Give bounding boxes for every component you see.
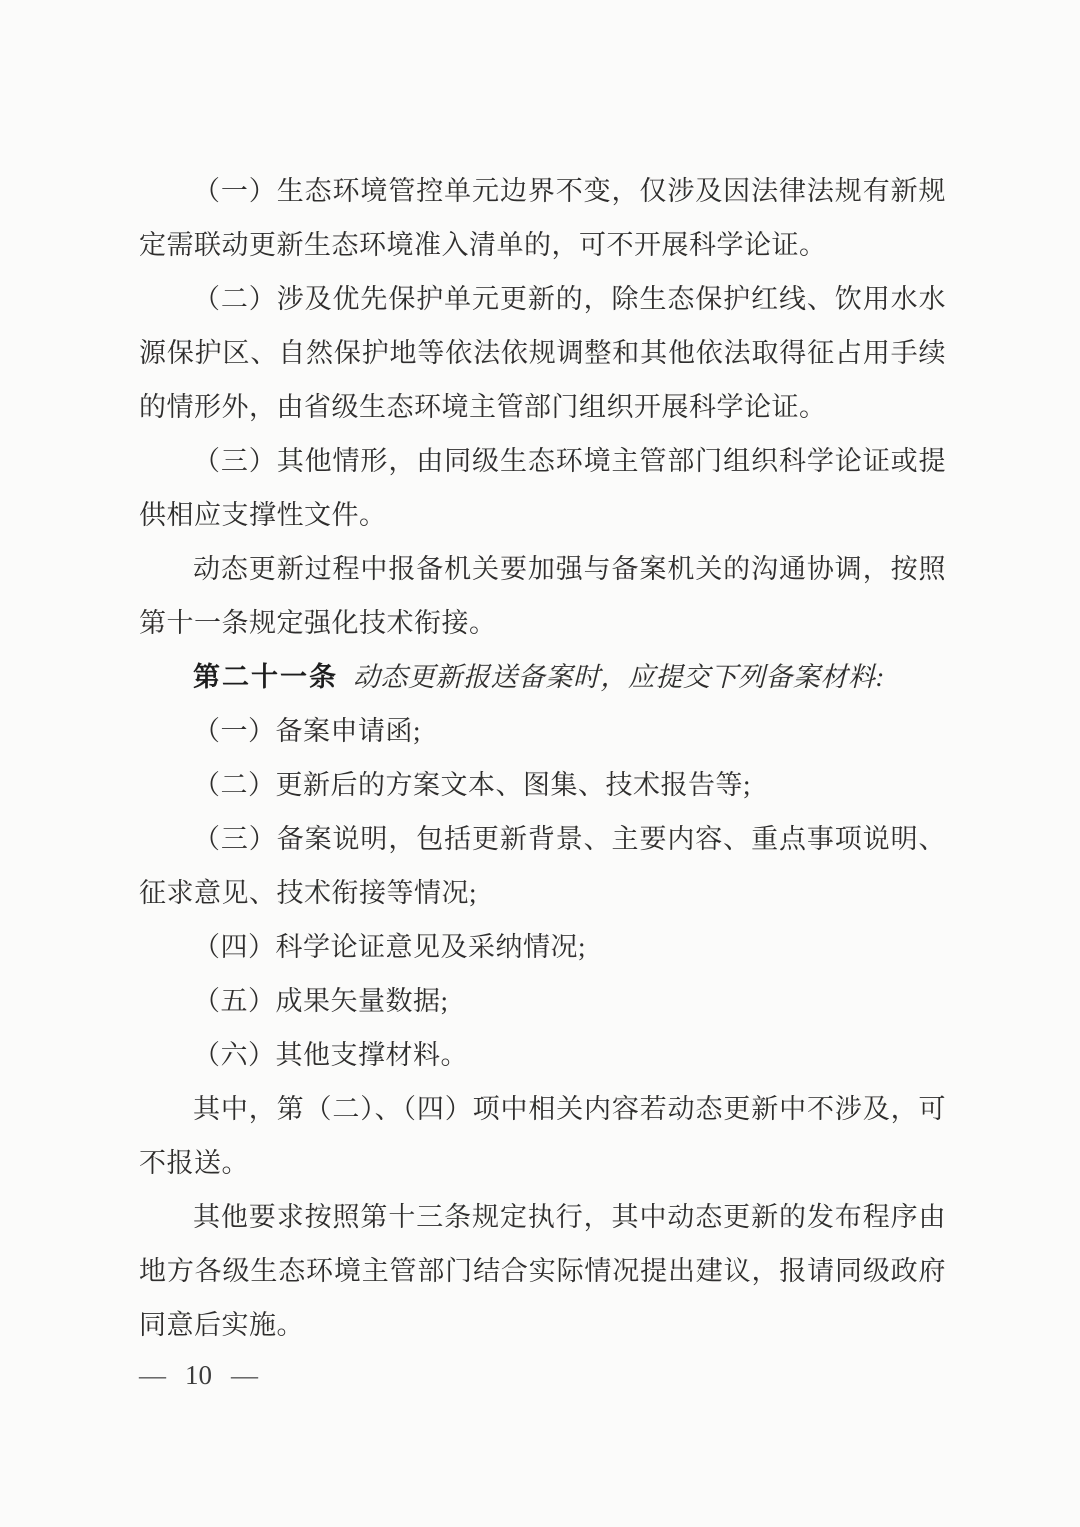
paragraph-material-1: （一）备案申请函; [193, 716, 422, 746]
article-21-lead-text: 动态更新报送备案时，应提交下列备案材料: [352, 662, 885, 692]
paragraph-dynamic-update-coordination: 动态更新过程中报备机关要加强与备案机关的沟通协调，按照第十一条规定强化技术衔接。 [139, 554, 946, 638]
paragraph-other-requirements: 其他要求按照第十三条规定执行，其中动态更新的发布程序由地方各级生态环境主管部门结合实际情况提出建议，报请同级政府同意后实施。 [139, 1202, 946, 1340]
paragraph-material-5: （五）成果矢量数据; [193, 986, 449, 1016]
paragraph-article-21 [139, 650, 946, 704]
paragraph-material-4: （四）科学论证意见及采纳情况; [193, 932, 587, 962]
paragraph-material-3: （三）备案说明，包括更新背景、主要内容、重点事项说明、征求意见、技术衔接等情况; [139, 824, 946, 908]
paragraph-material-6: （六）其他支撑材料。 [193, 1040, 468, 1070]
footer-left-dash: — [139, 1360, 166, 1390]
page-footer [139, 1348, 258, 1402]
paragraph-item-3: （三）其他情形，由同级生态环境主管部门组织科学论证或提供相应支撑性文件。 [139, 446, 946, 530]
paragraph-material-2: （二）更新后的方案文本、图集、技术报告等; [193, 770, 752, 800]
paragraph-exemption-note: 其中，第（二）、（四）项中相关内容若动态更新中不涉及，可不报送。 [139, 1094, 946, 1178]
paragraph-item-2: （二）涉及优先保护单元更新的，除生态保护红线、饮用水水源保护区、自然保护地等依法依规调整和其他依法取得征占用手续的情形外，由省级生态环境主管部门组织开展科学论证。 [139, 284, 946, 422]
document-body [139, 164, 946, 1352]
article-21-number: 第二十一条 [193, 662, 338, 692]
footer-right-dash: — [231, 1360, 258, 1390]
paragraph-item-1: （一）生态环境管控单元边界不变，仅涉及因法律法规有新规定需联动更新生态环境准入清单的，可不开展科学论证。 [139, 176, 946, 260]
page-number: 10 [185, 1360, 212, 1390]
